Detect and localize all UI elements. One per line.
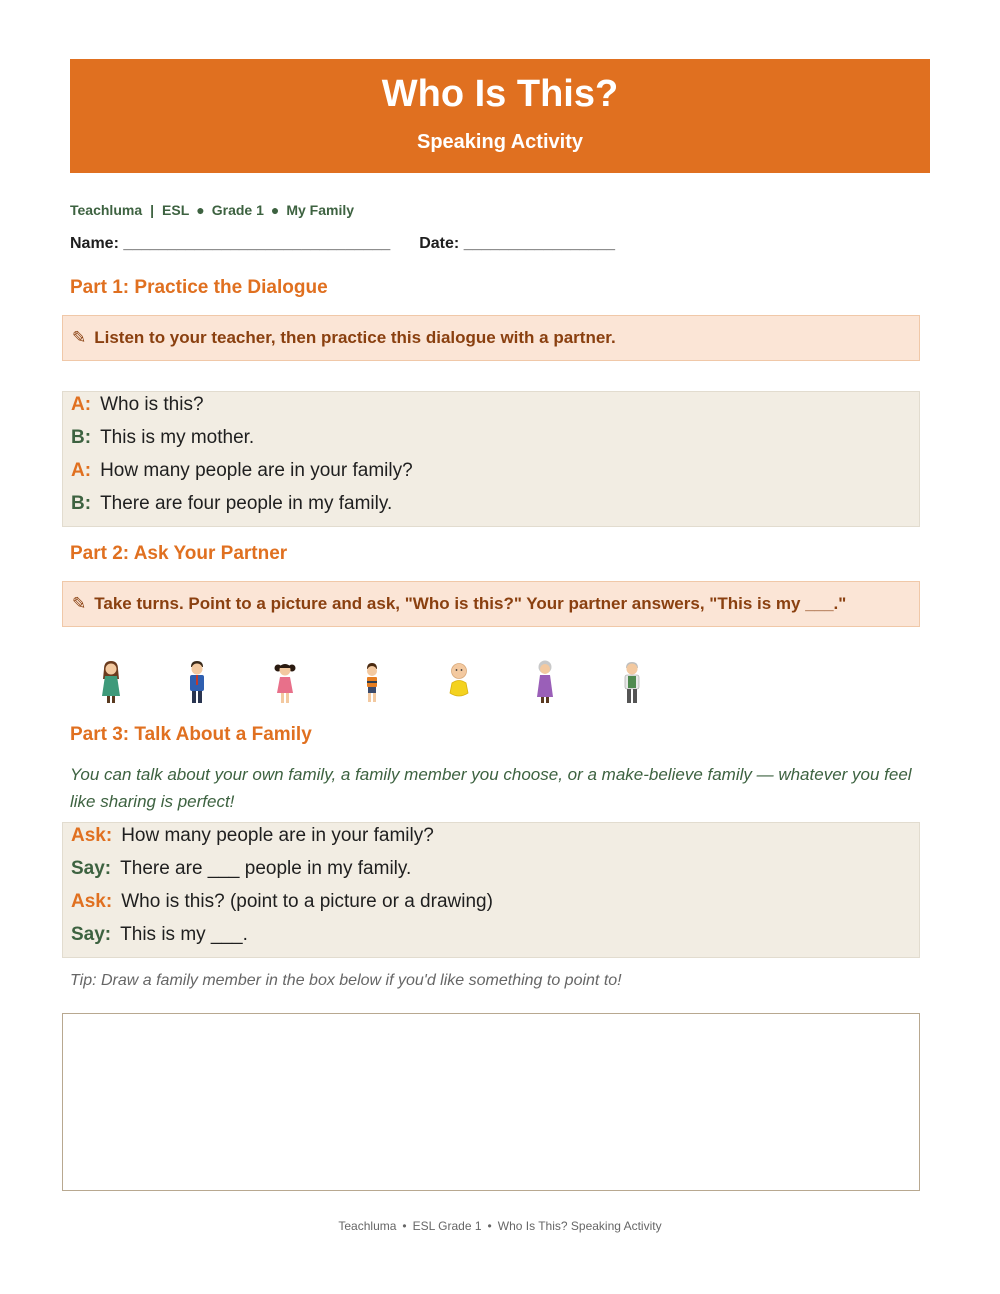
prompt-text: How many people are in your family? (121, 825, 434, 846)
subject-label: ESL (162, 202, 190, 218)
prompt-text: There are ___ people in my family. (120, 858, 412, 879)
part3-heading: Part 3: Talk About a Family (70, 724, 312, 745)
footer-bullet-icon: • (487, 1219, 492, 1233)
grandmother-figure-icon[interactable] (530, 659, 560, 705)
part2-instruction-box (62, 581, 920, 627)
prompt-line (71, 889, 493, 915)
pencil-icon: ✎ (72, 594, 87, 613)
speaker-label: A: (71, 460, 92, 481)
prompt-label: Say: (71, 858, 112, 879)
grade-label: Grade 1 (211, 202, 264, 218)
prompts-panel (62, 822, 920, 958)
prompt-text: Who is this? (point to a picture or a drawing) (121, 891, 493, 912)
prompt-label: Ask: (71, 825, 113, 846)
speaker-label: A: (71, 394, 92, 415)
drawing-tip: Tip: Draw a family member in the box below if you'd like something to point to! (70, 972, 622, 989)
dialogue-panel (62, 391, 920, 527)
brother-figure-icon[interactable] (357, 659, 387, 705)
dialogue-line (71, 491, 392, 517)
prompt-text: This is my ___. (120, 924, 248, 945)
meta-bullet-icon: ● (270, 202, 280, 218)
dialogue-text: There are four people in my family. (100, 493, 393, 514)
unit-label: My Family (286, 202, 355, 218)
dialogue-text: This is my mother. (100, 427, 255, 448)
grandfather-figure-icon[interactable] (617, 659, 647, 705)
name-date-line (70, 233, 615, 255)
drawing-box[interactable] (62, 1013, 920, 1191)
footer-title: Who Is This? Speaking Activity (497, 1219, 662, 1233)
dialogue-text: How many people are in your family? (100, 460, 413, 481)
dialogue-line (71, 392, 204, 418)
prompt-line (71, 856, 411, 882)
footer-brand: Teachluma (338, 1219, 397, 1233)
footer-bullet-icon: • (402, 1219, 407, 1233)
part3-intro: You can talk about your own family, a family member you choose, or a make-believe family — whatever you feel like sharing is perfect! (70, 765, 912, 811)
name-label: Name: (70, 235, 119, 252)
part2-heading: Part 2: Ask Your Partner (70, 543, 288, 564)
prompt-label: Say: (71, 924, 112, 945)
date-label: Date: (419, 235, 460, 252)
footer-course: ESL Grade 1 (412, 1219, 482, 1233)
part2-instruction-text: Take turns. Point to a picture and ask, "Who is this?" Your partner answers, "This is my ___." (94, 594, 847, 613)
brand-label: Teachluma (70, 202, 143, 218)
name-field[interactable]: ______________________________ (123, 235, 391, 252)
part1-instruction-box (62, 315, 920, 361)
dialogue-line (71, 458, 413, 484)
prompt-label: Ask: (71, 891, 113, 912)
sister-figure-icon[interactable] (270, 659, 300, 705)
footer (0, 1217, 1000, 1235)
page-subtitle: Speaking Activity (417, 131, 583, 153)
page-title: Who Is This? (381, 73, 619, 115)
dialogue-text: Who is this? (100, 394, 204, 415)
meta-bullet-icon: ● (196, 202, 205, 218)
part1-heading: Part 1: Practice the Dialogue (70, 277, 328, 298)
date-field[interactable]: _________________ (463, 235, 615, 252)
prompt-line (71, 922, 248, 948)
baby-figure-icon[interactable] (444, 659, 474, 705)
speaker-label: B: (71, 427, 92, 448)
meta-line (70, 200, 354, 220)
header-banner (70, 59, 930, 173)
speaker-label: B: (71, 493, 92, 514)
pencil-icon: ✎ (72, 328, 87, 347)
dialogue-line (71, 425, 254, 451)
prompt-line (71, 823, 434, 849)
part1-instruction-text: Listen to your teacher, then practice this dialogue with a partner. (94, 328, 616, 347)
meta-separator: | (150, 202, 155, 218)
father-figure-icon[interactable] (182, 659, 212, 705)
mother-figure-icon[interactable] (96, 659, 126, 705)
